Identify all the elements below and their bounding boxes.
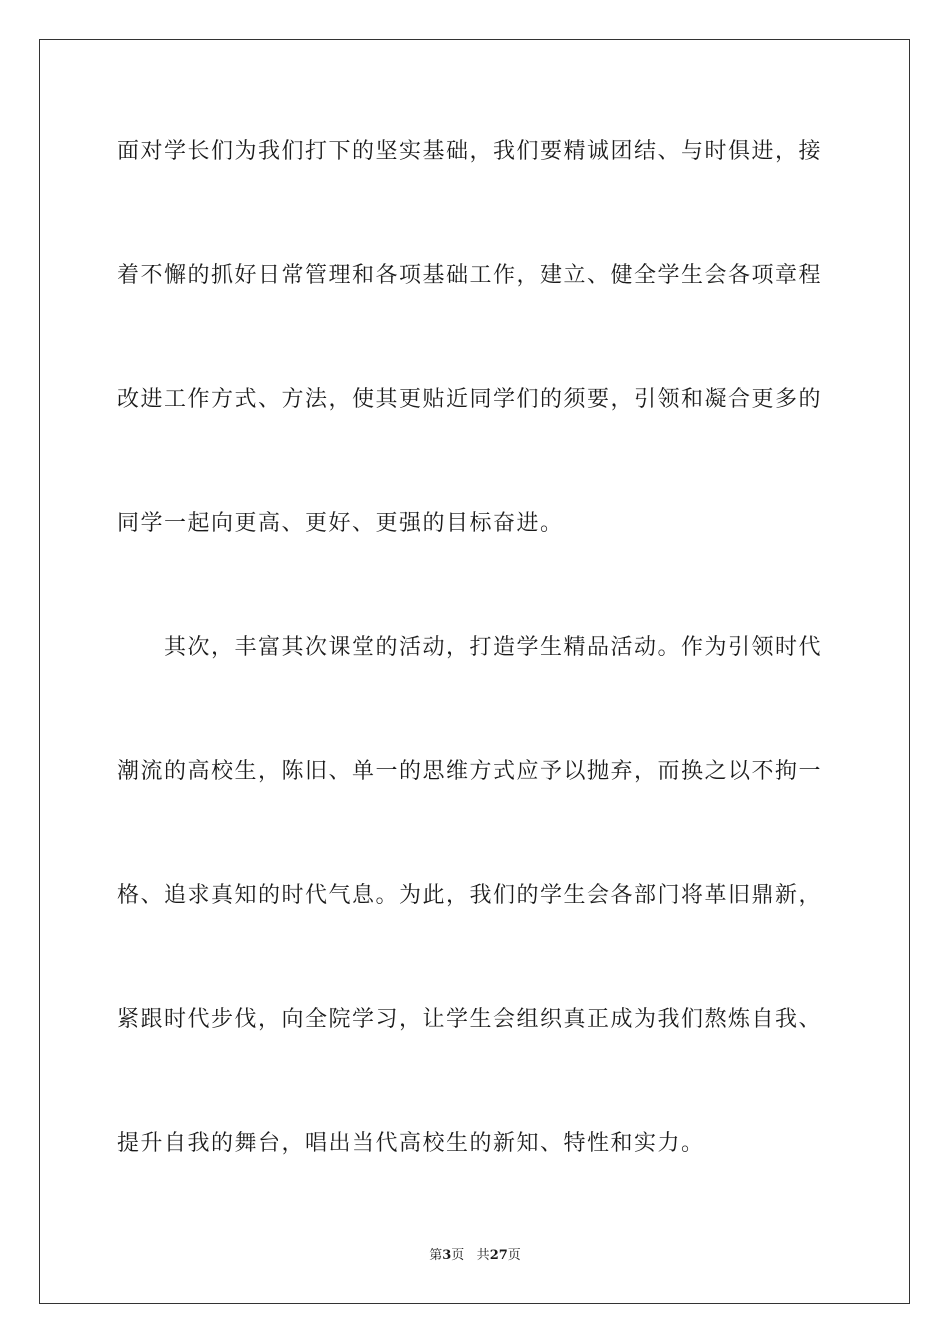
text-line: 改进工作方式、方法，使其更贴近同学们的须要，引领和凝合更多的	[117, 387, 823, 412]
page-number: 3	[442, 1248, 452, 1263]
total-suffix: 页	[507, 1248, 521, 1263]
total-prefix: 共	[476, 1248, 490, 1263]
text-line: 面对学长们为我们打下的坚实基础，我们要精诚团结、与时俱进，接	[117, 139, 823, 164]
paragraph-first-line: 其次，丰富其次课堂的活动，打造学生精品活动。作为引领时代	[164, 635, 823, 660]
text-line: 格、追求真知的时代气息。为此，我们的学生会各部门将革旧鼎新，	[117, 883, 823, 908]
text-line: 提升自我的舞台，唱出当代高校生的新知、特性和实力。	[117, 1131, 705, 1156]
text-line: 潮流的高校生，陈旧、单一的思维方式应予以抛弃，而换之以不拘一	[117, 759, 823, 784]
page-footer	[0, 1248, 950, 1264]
text-line: 同学一起向更高、更好、更强的目标奋进。	[117, 511, 564, 536]
text-line: 着不懈的抓好日常管理和各项基础工作，建立、健全学生会各项章程	[117, 263, 823, 288]
page-prefix: 第	[429, 1248, 443, 1263]
page-frame	[39, 39, 910, 1304]
total-pages: 27	[489, 1248, 508, 1263]
page-suffix: 页	[451, 1248, 465, 1263]
text-line: 紧跟时代步伐，向全院学习，让学生会组织真正成为我们熬炼自我、	[117, 1007, 823, 1032]
